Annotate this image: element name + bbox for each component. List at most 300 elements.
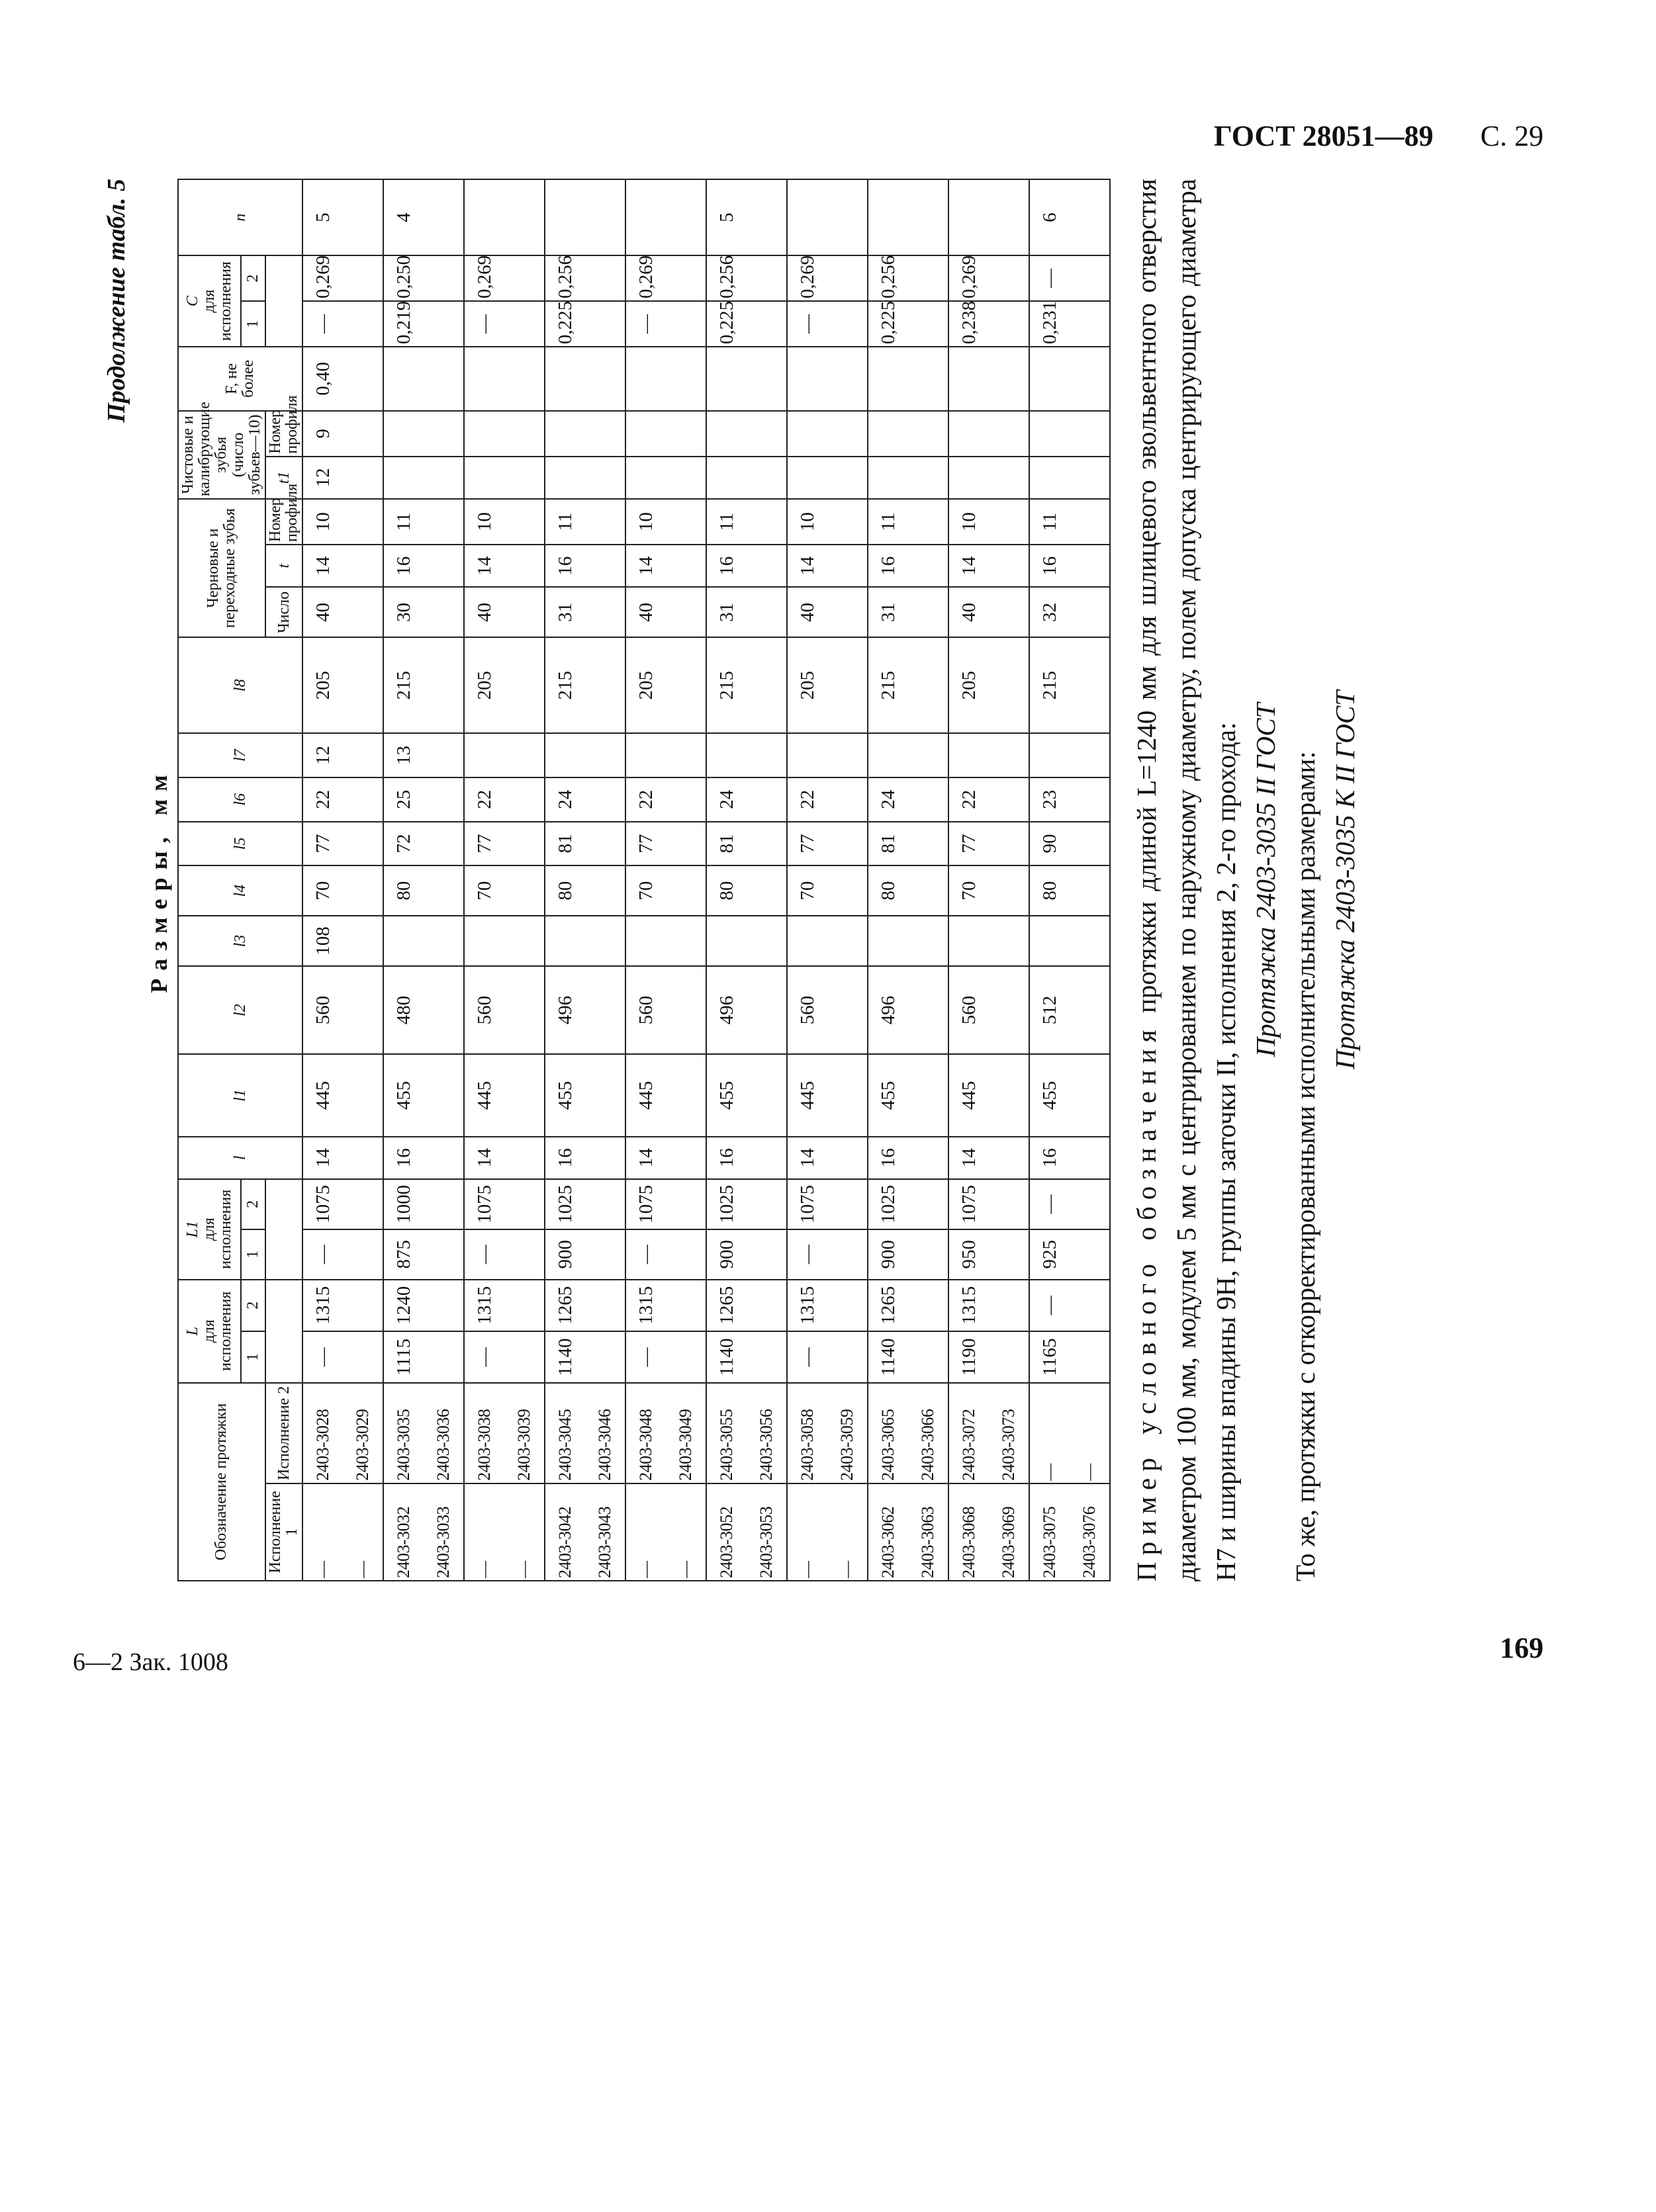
cell-ob1: 2403-3075 xyxy=(1029,1483,1070,1581)
cell-t1 xyxy=(908,457,948,499)
cell-F xyxy=(383,347,424,411)
profile2-header: Номер профиля xyxy=(265,411,302,457)
cell-l3 xyxy=(464,916,504,966)
cell-La: — xyxy=(302,1229,343,1280)
cell-cnt xyxy=(908,587,948,637)
cell-Lb xyxy=(908,1179,948,1229)
cell-prof2 xyxy=(585,411,625,457)
cell-La: 900 xyxy=(868,1229,908,1280)
cell-prof: 10 xyxy=(464,499,504,545)
cell-l3 xyxy=(545,916,585,966)
cell-t1 xyxy=(989,457,1029,499)
cell-l6: 22 xyxy=(787,777,827,822)
cell-n xyxy=(827,179,868,255)
standard-title: ГОСТ 28051—89 xyxy=(1213,120,1434,152)
cell-l1 xyxy=(908,1054,948,1136)
cell-n: 5 xyxy=(706,179,747,255)
cell-n: 5 xyxy=(302,179,343,255)
units-title: Размеры, мм xyxy=(146,767,172,993)
cell-La: 875 xyxy=(383,1229,424,1280)
cell-l7 xyxy=(747,733,787,777)
l-header: l xyxy=(178,1137,302,1179)
table-row xyxy=(787,179,827,1581)
cell-l6 xyxy=(1070,777,1110,822)
l7-header: l7 xyxy=(178,733,302,777)
table-row xyxy=(868,179,908,1581)
cell-l6 xyxy=(827,777,868,822)
cell-n xyxy=(504,179,545,255)
cell-L1 xyxy=(989,1331,1029,1383)
cell-prof2 xyxy=(343,411,383,457)
cell-La xyxy=(1070,1229,1110,1280)
table-row xyxy=(666,179,706,1581)
cell-prof2 xyxy=(787,411,827,457)
cell-l6: 24 xyxy=(868,777,908,822)
cell-c2 xyxy=(908,255,948,301)
cell-F xyxy=(504,347,545,411)
cell-La: — xyxy=(625,1229,666,1280)
cell-l4 xyxy=(827,865,868,916)
cell-l5: 77 xyxy=(787,822,827,866)
cell-t1 xyxy=(747,457,787,499)
cell-l5: 77 xyxy=(302,822,343,866)
cell-l6 xyxy=(504,777,545,822)
cell-l6 xyxy=(666,777,706,822)
cell-l6: 24 xyxy=(706,777,747,822)
cell-n xyxy=(464,179,504,255)
cell-L1: 1190 xyxy=(948,1331,989,1383)
cell-ob1: 2403-3032 xyxy=(383,1483,424,1581)
cell-l1 xyxy=(666,1054,706,1136)
cell-n xyxy=(585,179,625,255)
l2-header: l2 xyxy=(178,966,302,1054)
cell-c2: 0,256 xyxy=(545,255,585,301)
cell-l7 xyxy=(908,733,948,777)
cell-L2 xyxy=(343,1280,383,1331)
cell-La xyxy=(666,1229,706,1280)
table-row xyxy=(504,179,545,1581)
table-row xyxy=(989,179,1029,1581)
cell-l7 xyxy=(989,733,1029,777)
cell-L2: — xyxy=(1029,1280,1070,1331)
cell-l1: 445 xyxy=(302,1054,343,1136)
cell-t1 xyxy=(706,457,747,499)
cell-ob1: — xyxy=(827,1483,868,1581)
cell-Lb xyxy=(343,1179,383,1229)
cell-l1: 445 xyxy=(787,1054,827,1136)
cell-l2: 560 xyxy=(948,966,989,1054)
cell-cnt: 40 xyxy=(625,587,666,637)
cell-ob1: 2403-3033 xyxy=(424,1483,464,1581)
cell-prof2 xyxy=(868,411,908,457)
cell-l xyxy=(585,1137,625,1179)
table-row xyxy=(383,179,424,1581)
page-header xyxy=(1214,119,1543,153)
cell-Lb: 1075 xyxy=(948,1179,989,1229)
cell-c1 xyxy=(1070,301,1110,347)
cell-c1 xyxy=(827,301,868,347)
cell-ob1: 2403-3069 xyxy=(989,1483,1029,1581)
cell-ob2: 2403-3055 xyxy=(706,1383,747,1483)
cell-l1: 445 xyxy=(464,1054,504,1136)
cell-cnt xyxy=(504,587,545,637)
cell-l7 xyxy=(504,733,545,777)
cell-t1: 12 xyxy=(302,457,343,499)
cell-l8 xyxy=(424,637,464,733)
cell-F xyxy=(706,347,747,411)
cell-Lb: 1075 xyxy=(787,1179,827,1229)
broach-dimensions-table xyxy=(177,179,1111,1581)
cell-l1: 445 xyxy=(948,1054,989,1136)
cell-prof2 xyxy=(666,411,706,457)
cell-prof xyxy=(504,499,545,545)
cell-l5: 77 xyxy=(464,822,504,866)
cell-L1: — xyxy=(625,1331,666,1383)
cell-l5: 90 xyxy=(1029,822,1070,866)
cell-prof2 xyxy=(1029,411,1070,457)
cell-F xyxy=(1070,347,1110,411)
cell-F xyxy=(868,347,908,411)
cell-l4: 70 xyxy=(464,865,504,916)
cell-l1 xyxy=(504,1054,545,1136)
cell-l: 14 xyxy=(302,1137,343,1179)
cell-n xyxy=(908,179,948,255)
cell-t1 xyxy=(948,457,989,499)
cell-l1 xyxy=(343,1054,383,1136)
cell-l3 xyxy=(625,916,666,966)
example-paragraph xyxy=(1127,179,1246,1581)
cell-l6: 22 xyxy=(464,777,504,822)
cell-l3 xyxy=(424,916,464,966)
cell-l7 xyxy=(948,733,989,777)
cell-L1 xyxy=(585,1331,625,1383)
cell-n: 4 xyxy=(383,179,424,255)
cell-l xyxy=(504,1137,545,1179)
cell-l3 xyxy=(747,916,787,966)
cell-l6 xyxy=(908,777,948,822)
cell-t: 14 xyxy=(787,545,827,587)
cell-t xyxy=(343,545,383,587)
cell-L1 xyxy=(424,1331,464,1383)
cell-prof2 xyxy=(504,411,545,457)
cell-n xyxy=(666,179,706,255)
cell-l1 xyxy=(424,1054,464,1136)
cell-l: 14 xyxy=(787,1137,827,1179)
cell-t1 xyxy=(787,457,827,499)
rotated-content-area xyxy=(103,179,1496,1581)
cell-L2 xyxy=(1070,1280,1110,1331)
cell-l: 16 xyxy=(868,1137,908,1179)
cell-l xyxy=(827,1137,868,1179)
l1-header: l1 xyxy=(178,1054,302,1136)
table-row xyxy=(625,179,666,1581)
cell-l4: 80 xyxy=(706,865,747,916)
cell-t: 14 xyxy=(464,545,504,587)
L-isp1: 1 xyxy=(241,1331,265,1383)
cell-Lb: 1075 xyxy=(464,1179,504,1229)
cell-La xyxy=(827,1229,868,1280)
cell-ob2: 2403-3056 xyxy=(747,1383,787,1483)
cell-cnt: 40 xyxy=(302,587,343,637)
cell-l2: 496 xyxy=(868,966,908,1054)
cell-n: 6 xyxy=(1029,179,1070,255)
cell-L2: 1265 xyxy=(868,1280,908,1331)
cell-ob2: 2403-3072 xyxy=(948,1383,989,1483)
cell-l4 xyxy=(1070,865,1110,916)
cell-t: 14 xyxy=(302,545,343,587)
cell-t: 16 xyxy=(868,545,908,587)
cell-prof: 10 xyxy=(625,499,666,545)
cell-t: 14 xyxy=(948,545,989,587)
cell-l2 xyxy=(989,966,1029,1054)
cell-La xyxy=(424,1229,464,1280)
cell-l5 xyxy=(908,822,948,866)
cell-l5 xyxy=(666,822,706,866)
cell-l3 xyxy=(787,916,827,966)
cell-ob2: 2403-3065 xyxy=(868,1383,908,1483)
cell-n xyxy=(1070,179,1110,255)
cell-l2: 560 xyxy=(464,966,504,1054)
cell-l8: 205 xyxy=(787,637,827,733)
same-text: То же, протяжки с откорректированными исполнительными размерами: xyxy=(1290,751,1321,1581)
cell-l6 xyxy=(424,777,464,822)
cell-t xyxy=(827,545,868,587)
cell-n xyxy=(625,179,666,255)
cell-l xyxy=(989,1137,1029,1179)
cell-l3 xyxy=(989,916,1029,966)
cell-L1 xyxy=(908,1331,948,1383)
cell-prof xyxy=(989,499,1029,545)
cell-l8: 205 xyxy=(464,637,504,733)
cell-ob1: — xyxy=(787,1483,827,1581)
cell-cnt: 40 xyxy=(464,587,504,637)
cell-cnt: 40 xyxy=(948,587,989,637)
cell-L2 xyxy=(989,1280,1029,1331)
cell-La xyxy=(747,1229,787,1280)
cell-c1 xyxy=(989,301,1029,347)
cell-c1: 0,219 xyxy=(383,301,424,347)
cell-prof2 xyxy=(625,411,666,457)
cell-ob2: 2403-3045 xyxy=(545,1383,585,1483)
cell-l6: 22 xyxy=(625,777,666,822)
cell-prof2 xyxy=(747,411,787,457)
cell-l2: 560 xyxy=(787,966,827,1054)
cell-l xyxy=(424,1137,464,1179)
cell-l5: 81 xyxy=(868,822,908,866)
cell-Lb: 1025 xyxy=(868,1179,908,1229)
cell-t: 16 xyxy=(383,545,424,587)
cell-n xyxy=(424,179,464,255)
cell-L2 xyxy=(747,1280,787,1331)
cell-prof xyxy=(747,499,787,545)
C-header: C для исполнения xyxy=(178,255,241,347)
cell-Lb xyxy=(666,1179,706,1229)
cell-ob1: 2403-3068 xyxy=(948,1483,989,1581)
cell-l5 xyxy=(747,822,787,866)
cell-t1 xyxy=(545,457,585,499)
cell-l3: 108 xyxy=(302,916,343,966)
cell-t xyxy=(585,545,625,587)
cell-l7 xyxy=(666,733,706,777)
cell-ob2: 2403-3048 xyxy=(625,1383,666,1483)
cell-Lb xyxy=(747,1179,787,1229)
cell-l: 16 xyxy=(383,1137,424,1179)
cell-l7 xyxy=(464,733,504,777)
cell-c1: 0,231 xyxy=(1029,301,1070,347)
cell-l8: 215 xyxy=(545,637,585,733)
cell-l2 xyxy=(747,966,787,1054)
cell-l4: 70 xyxy=(302,865,343,916)
cell-l6: 24 xyxy=(545,777,585,822)
cell-La: 900 xyxy=(706,1229,747,1280)
cell-La: 950 xyxy=(948,1229,989,1280)
cell-t xyxy=(504,545,545,587)
cell-l7 xyxy=(868,733,908,777)
cell-l3 xyxy=(504,916,545,966)
cell-l3 xyxy=(948,916,989,966)
cell-c1: — xyxy=(464,301,504,347)
cell-L1 xyxy=(343,1331,383,1383)
cell-l7 xyxy=(343,733,383,777)
cell-t: 16 xyxy=(1029,545,1070,587)
cell-l4 xyxy=(424,865,464,916)
cell-l8 xyxy=(747,637,787,733)
cell-La: 900 xyxy=(545,1229,585,1280)
table-row xyxy=(908,179,948,1581)
cell-ob2: 2403-3049 xyxy=(666,1383,706,1483)
cell-cnt: 31 xyxy=(706,587,747,637)
cell-cnt xyxy=(424,587,464,637)
cell-L1: — xyxy=(464,1331,504,1383)
cell-l7 xyxy=(625,733,666,777)
cell-l8: 215 xyxy=(706,637,747,733)
cell-L2: 1315 xyxy=(302,1280,343,1331)
table-row xyxy=(585,179,625,1581)
cell-l8 xyxy=(1070,637,1110,733)
cell-l7 xyxy=(585,733,625,777)
cell-t1 xyxy=(1029,457,1070,499)
cell-La: 925 xyxy=(1029,1229,1070,1280)
cell-l3 xyxy=(1029,916,1070,966)
cell-prof: 11 xyxy=(868,499,908,545)
cell-t1 xyxy=(625,457,666,499)
cell-t1 xyxy=(827,457,868,499)
cell-L2 xyxy=(908,1280,948,1331)
cell-l5 xyxy=(827,822,868,866)
cell-l3 xyxy=(383,916,424,966)
t-header: t xyxy=(265,545,302,587)
cell-Lb xyxy=(1070,1179,1110,1229)
cell-c1 xyxy=(343,301,383,347)
cell-l8: 215 xyxy=(1029,637,1070,733)
table-row xyxy=(545,179,585,1581)
cell-l3 xyxy=(706,916,747,966)
cell-prof xyxy=(424,499,464,545)
cell-ob1: 2403-3063 xyxy=(908,1483,948,1581)
cell-c2 xyxy=(424,255,464,301)
isp2-header: Исполнение 2 xyxy=(265,1383,302,1483)
cell-l: 14 xyxy=(464,1137,504,1179)
cell-F xyxy=(464,347,504,411)
cell-prof xyxy=(908,499,948,545)
table-row xyxy=(1070,179,1110,1581)
cell-L1: — xyxy=(787,1331,827,1383)
cell-cnt: 30 xyxy=(383,587,424,637)
C-isp1: 1 xyxy=(241,301,265,347)
page-number-top: С. 29 xyxy=(1480,120,1543,152)
cell-l: 14 xyxy=(948,1137,989,1179)
l5-header: l5 xyxy=(178,822,302,866)
cell-l: 14 xyxy=(625,1137,666,1179)
cell-l3 xyxy=(908,916,948,966)
cell-cnt: 40 xyxy=(787,587,827,637)
cell-l2: 560 xyxy=(302,966,343,1054)
table-row xyxy=(706,179,747,1581)
cell-c2: 0,269 xyxy=(948,255,989,301)
cell-prof xyxy=(585,499,625,545)
cell-Lb xyxy=(827,1179,868,1229)
table-row xyxy=(1029,179,1070,1581)
cell-l5 xyxy=(504,822,545,866)
cell-ob2: 2403-3036 xyxy=(424,1383,464,1483)
cell-t1 xyxy=(666,457,706,499)
cell-l: 16 xyxy=(1029,1137,1070,1179)
cell-l8: 205 xyxy=(302,637,343,733)
cell-l8: 215 xyxy=(383,637,424,733)
cell-ob2: — xyxy=(1029,1383,1070,1483)
cell-prof: 11 xyxy=(383,499,424,545)
cell-l3 xyxy=(868,916,908,966)
cell-l5: 77 xyxy=(948,822,989,866)
cell-c1: — xyxy=(625,301,666,347)
cell-l1: 455 xyxy=(868,1054,908,1136)
cell-t xyxy=(424,545,464,587)
cell-l4 xyxy=(666,865,706,916)
cell-ob1: — xyxy=(464,1483,504,1581)
example-code: Протяжка 2403-3035 II ГОСТ xyxy=(1250,703,1281,1057)
example-heading: Пример условного обозначения xyxy=(1131,1023,1162,1581)
cell-n xyxy=(989,179,1029,255)
cell-l6: 23 xyxy=(1029,777,1070,822)
cell-ob1: — xyxy=(666,1483,706,1581)
cell-F xyxy=(908,347,948,411)
cell-l2: 496 xyxy=(706,966,747,1054)
L-header: L для исполнения xyxy=(178,1280,241,1383)
cell-prof2 xyxy=(545,411,585,457)
cell-L1: — xyxy=(302,1331,343,1383)
cell-l3 xyxy=(343,916,383,966)
cell-l xyxy=(343,1137,383,1179)
cell-ob2: 2403-3073 xyxy=(989,1383,1029,1483)
table-row xyxy=(464,179,504,1581)
cell-prof2 xyxy=(827,411,868,457)
cell-L2 xyxy=(585,1280,625,1331)
cell-L1: 1115 xyxy=(383,1331,424,1383)
cell-l3 xyxy=(585,916,625,966)
l6-header: l6 xyxy=(178,777,302,822)
cell-l7 xyxy=(1070,733,1110,777)
L1-isp1: 1 xyxy=(241,1229,265,1280)
cell-ob2: 2403-3066 xyxy=(908,1383,948,1483)
cell-c1: — xyxy=(302,301,343,347)
cell-c2 xyxy=(343,255,383,301)
cell-t1 xyxy=(424,457,464,499)
cell-ob1: 2403-3043 xyxy=(585,1483,625,1581)
cell-cnt xyxy=(747,587,787,637)
cell-l2 xyxy=(585,966,625,1054)
cell-c2: 0,256 xyxy=(868,255,908,301)
cell-c2: — xyxy=(1029,255,1070,301)
